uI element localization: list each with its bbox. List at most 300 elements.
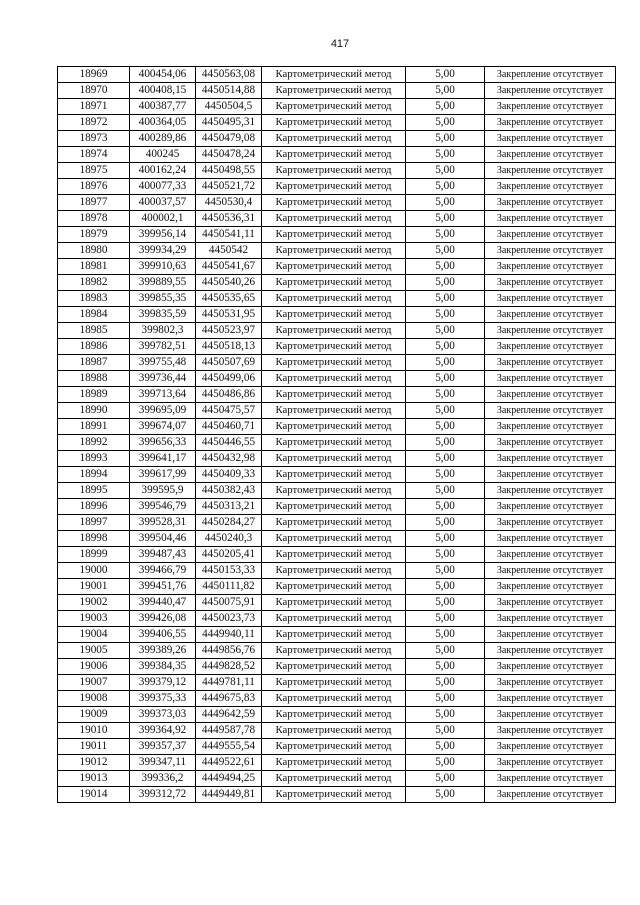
method-cell: Картометрический метод xyxy=(262,211,406,227)
point-number-cell: 19012 xyxy=(58,755,130,771)
point-number-cell: 19009 xyxy=(58,707,130,723)
accuracy-cell: 5,00 xyxy=(406,595,485,611)
accuracy-cell: 5,00 xyxy=(406,323,485,339)
fixing-status-cell: Закрепление отсутствует xyxy=(485,147,616,163)
fixing-status-cell: Закрепление отсутствует xyxy=(485,195,616,211)
method-cell: Картометрический метод xyxy=(262,387,406,403)
point-number-cell: 18986 xyxy=(58,339,130,355)
point-number-cell: 19008 xyxy=(58,691,130,707)
point-number-cell: 19001 xyxy=(58,579,130,595)
x-coordinate-cell: 399451,76 xyxy=(130,579,196,595)
y-coordinate-cell: 4450498,55 xyxy=(196,163,262,179)
table-row xyxy=(58,179,616,195)
fixing-status-cell: Закрепление отсутствует xyxy=(485,739,616,755)
accuracy-cell: 5,00 xyxy=(406,83,485,99)
table-row xyxy=(58,67,616,83)
x-coordinate-cell: 400387,77 xyxy=(130,99,196,115)
x-coordinate-cell: 399389,26 xyxy=(130,643,196,659)
fixing-status-cell: Закрепление отсутствует xyxy=(485,483,616,499)
fixing-status-cell: Закрепление отсутствует xyxy=(485,515,616,531)
method-cell: Картометрический метод xyxy=(262,291,406,307)
method-cell: Картометрический метод xyxy=(262,547,406,563)
method-cell: Картометрический метод xyxy=(262,419,406,435)
table-row xyxy=(58,243,616,259)
method-cell: Картометрический метод xyxy=(262,147,406,163)
table-row xyxy=(58,83,616,99)
table-row xyxy=(58,323,616,339)
point-number-cell: 18984 xyxy=(58,307,130,323)
method-cell: Картометрический метод xyxy=(262,355,406,371)
table-row xyxy=(58,643,616,659)
fixing-status-cell: Закрепление отсутствует xyxy=(485,611,616,627)
point-number-cell: 18998 xyxy=(58,531,130,547)
y-coordinate-cell: 4450495,31 xyxy=(196,115,262,131)
accuracy-cell: 5,00 xyxy=(406,739,485,755)
method-cell: Картометрический метод xyxy=(262,275,406,291)
table-row xyxy=(58,259,616,275)
x-coordinate-cell: 399889,55 xyxy=(130,275,196,291)
accuracy-cell: 5,00 xyxy=(406,787,485,803)
x-coordinate-cell: 400245 xyxy=(130,147,196,163)
method-cell: Картометрический метод xyxy=(262,67,406,83)
fixing-status-cell: Закрепление отсутствует xyxy=(485,595,616,611)
method-cell: Картометрический метод xyxy=(262,115,406,131)
x-coordinate-cell: 399528,31 xyxy=(130,515,196,531)
y-coordinate-cell: 4450540,26 xyxy=(196,275,262,291)
accuracy-cell: 5,00 xyxy=(406,147,485,163)
accuracy-cell: 5,00 xyxy=(406,723,485,739)
point-number-cell: 18988 xyxy=(58,371,130,387)
point-number-cell: 18979 xyxy=(58,227,130,243)
fixing-status-cell: Закрепление отсутствует xyxy=(485,627,616,643)
y-coordinate-cell: 4450541,67 xyxy=(196,259,262,275)
table-row xyxy=(58,339,616,355)
fixing-status-cell: Закрепление отсутствует xyxy=(485,291,616,307)
point-number-cell: 18977 xyxy=(58,195,130,211)
accuracy-cell: 5,00 xyxy=(406,403,485,419)
accuracy-cell: 5,00 xyxy=(406,659,485,675)
x-coordinate-cell: 399375,33 xyxy=(130,691,196,707)
method-cell: Картометрический метод xyxy=(262,531,406,547)
y-coordinate-cell: 4450475,57 xyxy=(196,403,262,419)
accuracy-cell: 5,00 xyxy=(406,579,485,595)
y-coordinate-cell: 4450535,65 xyxy=(196,291,262,307)
x-coordinate-cell: 399440,47 xyxy=(130,595,196,611)
accuracy-cell: 5,00 xyxy=(406,419,485,435)
accuracy-cell: 5,00 xyxy=(406,307,485,323)
x-coordinate-cell: 399641,17 xyxy=(130,451,196,467)
table-row xyxy=(58,307,616,323)
fixing-status-cell: Закрепление отсутствует xyxy=(485,211,616,227)
x-coordinate-cell: 399379,12 xyxy=(130,675,196,691)
table-row xyxy=(58,787,616,803)
accuracy-cell: 5,00 xyxy=(406,371,485,387)
method-cell: Картометрический метод xyxy=(262,259,406,275)
table-row xyxy=(58,499,616,515)
fixing-status-cell: Закрепление отсутствует xyxy=(485,307,616,323)
point-number-cell: 19007 xyxy=(58,675,130,691)
x-coordinate-cell: 399466,79 xyxy=(130,563,196,579)
point-number-cell: 18980 xyxy=(58,243,130,259)
x-coordinate-cell: 399504,46 xyxy=(130,531,196,547)
point-number-cell: 18972 xyxy=(58,115,130,131)
fixing-status-cell: Закрепление отсутствует xyxy=(485,67,616,83)
method-cell: Картометрический метод xyxy=(262,643,406,659)
fixing-status-cell: Закрепление отсутствует xyxy=(485,643,616,659)
y-coordinate-cell: 4449522,61 xyxy=(196,755,262,771)
point-number-cell: 18994 xyxy=(58,467,130,483)
x-coordinate-cell: 399384,35 xyxy=(130,659,196,675)
accuracy-cell: 5,00 xyxy=(406,755,485,771)
method-cell: Картометрический метод xyxy=(262,323,406,339)
accuracy-cell: 5,00 xyxy=(406,211,485,227)
method-cell: Картометрический метод xyxy=(262,339,406,355)
fixing-status-cell: Закрепление отсутствует xyxy=(485,435,616,451)
x-coordinate-cell: 399312,72 xyxy=(130,787,196,803)
fixing-status-cell: Закрепление отсутствует xyxy=(485,131,616,147)
point-number-cell: 19011 xyxy=(58,739,130,755)
y-coordinate-cell: 4449781,11 xyxy=(196,675,262,691)
x-coordinate-cell: 400002,1 xyxy=(130,211,196,227)
point-number-cell: 19014 xyxy=(58,787,130,803)
table-row xyxy=(58,595,616,611)
fixing-status-cell: Закрепление отсутствует xyxy=(485,371,616,387)
y-coordinate-cell: 4449940,11 xyxy=(196,627,262,643)
accuracy-cell: 5,00 xyxy=(406,547,485,563)
method-cell: Картометрический метод xyxy=(262,195,406,211)
accuracy-cell: 5,00 xyxy=(406,67,485,83)
point-number-cell: 19000 xyxy=(58,563,130,579)
point-number-cell: 18976 xyxy=(58,179,130,195)
accuracy-cell: 5,00 xyxy=(406,515,485,531)
y-coordinate-cell: 4450432,98 xyxy=(196,451,262,467)
accuracy-cell: 5,00 xyxy=(406,99,485,115)
accuracy-cell: 5,00 xyxy=(406,163,485,179)
table-row xyxy=(58,515,616,531)
y-coordinate-cell: 4449642,59 xyxy=(196,707,262,723)
method-cell: Картометрический метод xyxy=(262,131,406,147)
accuracy-cell: 5,00 xyxy=(406,355,485,371)
x-coordinate-cell: 399406,55 xyxy=(130,627,196,643)
y-coordinate-cell: 4450541,11 xyxy=(196,227,262,243)
table-row xyxy=(58,227,616,243)
table-row xyxy=(58,387,616,403)
x-coordinate-cell: 400037,57 xyxy=(130,195,196,211)
x-coordinate-cell: 399755,48 xyxy=(130,355,196,371)
fixing-status-cell: Закрепление отсутствует xyxy=(485,755,616,771)
point-number-cell: 19002 xyxy=(58,595,130,611)
accuracy-cell: 5,00 xyxy=(406,339,485,355)
y-coordinate-cell: 4450478,24 xyxy=(196,147,262,163)
y-coordinate-cell: 4450382,43 xyxy=(196,483,262,499)
fixing-status-cell: Закрепление отсутствует xyxy=(485,83,616,99)
y-coordinate-cell: 4450542 xyxy=(196,243,262,259)
method-cell: Картометрический метод xyxy=(262,403,406,419)
y-coordinate-cell: 4450507,69 xyxy=(196,355,262,371)
table-row xyxy=(58,563,616,579)
point-number-cell: 18974 xyxy=(58,147,130,163)
point-number-cell: 18989 xyxy=(58,387,130,403)
fixing-status-cell: Закрепление отсутствует xyxy=(485,563,616,579)
y-coordinate-cell: 4450499,06 xyxy=(196,371,262,387)
method-cell: Картометрический метод xyxy=(262,675,406,691)
fixing-status-cell: Закрепление отсутствует xyxy=(485,339,616,355)
table-row xyxy=(58,355,616,371)
method-cell: Картометрический метод xyxy=(262,451,406,467)
point-number-cell: 18982 xyxy=(58,275,130,291)
method-cell: Картометрический метод xyxy=(262,371,406,387)
point-number-cell: 18981 xyxy=(58,259,130,275)
fixing-status-cell: Закрепление отсутствует xyxy=(485,179,616,195)
x-coordinate-cell: 399855,35 xyxy=(130,291,196,307)
method-cell: Картометрический метод xyxy=(262,99,406,115)
y-coordinate-cell: 4450479,08 xyxy=(196,131,262,147)
fixing-status-cell: Закрепление отсутствует xyxy=(485,163,616,179)
accuracy-cell: 5,00 xyxy=(406,643,485,659)
y-coordinate-cell: 4450530,4 xyxy=(196,195,262,211)
point-number-cell: 18992 xyxy=(58,435,130,451)
accuracy-cell: 5,00 xyxy=(406,259,485,275)
fixing-status-cell: Закрепление отсутствует xyxy=(485,323,616,339)
accuracy-cell: 5,00 xyxy=(406,691,485,707)
accuracy-cell: 5,00 xyxy=(406,195,485,211)
fixing-status-cell: Закрепление отсутствует xyxy=(485,707,616,723)
x-coordinate-cell: 399695,09 xyxy=(130,403,196,419)
x-coordinate-cell: 399674,07 xyxy=(130,419,196,435)
method-cell: Картометрический метод xyxy=(262,483,406,499)
x-coordinate-cell: 399426,08 xyxy=(130,611,196,627)
fixing-status-cell: Закрепление отсутствует xyxy=(485,675,616,691)
accuracy-cell: 5,00 xyxy=(406,115,485,131)
accuracy-cell: 5,00 xyxy=(406,675,485,691)
point-number-cell: 19013 xyxy=(58,771,130,787)
y-coordinate-cell: 4449828,52 xyxy=(196,659,262,675)
method-cell: Картометрический метод xyxy=(262,179,406,195)
x-coordinate-cell: 399617,99 xyxy=(130,467,196,483)
table-row xyxy=(58,115,616,131)
y-coordinate-cell: 4450111,82 xyxy=(196,579,262,595)
accuracy-cell: 5,00 xyxy=(406,771,485,787)
x-coordinate-cell: 399347,11 xyxy=(130,755,196,771)
x-coordinate-cell: 399373,03 xyxy=(130,707,196,723)
fixing-status-cell: Закрепление отсутствует xyxy=(485,259,616,275)
point-number-cell: 19005 xyxy=(58,643,130,659)
x-coordinate-cell: 399782,51 xyxy=(130,339,196,355)
point-number-cell: 18983 xyxy=(58,291,130,307)
x-coordinate-cell: 399595,9 xyxy=(130,483,196,499)
y-coordinate-cell: 4450153,33 xyxy=(196,563,262,579)
point-number-cell: 18993 xyxy=(58,451,130,467)
accuracy-cell: 5,00 xyxy=(406,531,485,547)
method-cell: Картометрический метод xyxy=(262,723,406,739)
table-row xyxy=(58,483,616,499)
table-row xyxy=(58,403,616,419)
method-cell: Картометрический метод xyxy=(262,467,406,483)
y-coordinate-cell: 4450521,72 xyxy=(196,179,262,195)
point-number-cell: 19010 xyxy=(58,723,130,739)
y-coordinate-cell: 4449449,81 xyxy=(196,787,262,803)
accuracy-cell: 5,00 xyxy=(406,291,485,307)
point-number-cell: 18970 xyxy=(58,83,130,99)
accuracy-cell: 5,00 xyxy=(406,243,485,259)
table-row xyxy=(58,627,616,643)
x-coordinate-cell: 399713,64 xyxy=(130,387,196,403)
accuracy-cell: 5,00 xyxy=(406,611,485,627)
fixing-status-cell: Закрепление отсутствует xyxy=(485,499,616,515)
table-row xyxy=(58,707,616,723)
method-cell: Картометрический метод xyxy=(262,787,406,803)
y-coordinate-cell: 4450486,86 xyxy=(196,387,262,403)
y-coordinate-cell: 4450284,27 xyxy=(196,515,262,531)
x-coordinate-cell: 400408,15 xyxy=(130,83,196,99)
method-cell: Картометрический метод xyxy=(262,563,406,579)
accuracy-cell: 5,00 xyxy=(406,435,485,451)
y-coordinate-cell: 4450504,5 xyxy=(196,99,262,115)
fixing-status-cell: Закрепление отсутствует xyxy=(485,451,616,467)
accuracy-cell: 5,00 xyxy=(406,483,485,499)
x-coordinate-cell: 399364,92 xyxy=(130,723,196,739)
fixing-status-cell: Закрепление отсутствует xyxy=(485,547,616,563)
fixing-status-cell: Закрепление отсутствует xyxy=(485,403,616,419)
method-cell: Картометрический метод xyxy=(262,499,406,515)
y-coordinate-cell: 4449675,83 xyxy=(196,691,262,707)
method-cell: Картометрический метод xyxy=(262,611,406,627)
table-row xyxy=(58,675,616,691)
fixing-status-cell: Закрепление отсутствует xyxy=(485,467,616,483)
table-row xyxy=(58,371,616,387)
table-row xyxy=(58,691,616,707)
table-row xyxy=(58,531,616,547)
point-number-cell: 18987 xyxy=(58,355,130,371)
point-number-cell: 18973 xyxy=(58,131,130,147)
table-row xyxy=(58,755,616,771)
accuracy-cell: 5,00 xyxy=(406,131,485,147)
y-coordinate-cell: 4450563,08 xyxy=(196,67,262,83)
method-cell: Картометрический метод xyxy=(262,739,406,755)
point-number-cell: 19003 xyxy=(58,611,130,627)
accuracy-cell: 5,00 xyxy=(406,451,485,467)
point-number-cell: 18975 xyxy=(58,163,130,179)
x-coordinate-cell: 400289,86 xyxy=(130,131,196,147)
point-number-cell: 18971 xyxy=(58,99,130,115)
method-cell: Картометрический метод xyxy=(262,707,406,723)
y-coordinate-cell: 4450240,3 xyxy=(196,531,262,547)
point-number-cell: 18978 xyxy=(58,211,130,227)
method-cell: Картометрический метод xyxy=(262,755,406,771)
point-number-cell: 18991 xyxy=(58,419,130,435)
y-coordinate-cell: 4449587,78 xyxy=(196,723,262,739)
point-number-cell: 18999 xyxy=(58,547,130,563)
x-coordinate-cell: 399956,14 xyxy=(130,227,196,243)
fixing-status-cell: Закрепление отсутствует xyxy=(485,771,616,787)
x-coordinate-cell: 399656,33 xyxy=(130,435,196,451)
accuracy-cell: 5,00 xyxy=(406,707,485,723)
method-cell: Картометрический метод xyxy=(262,627,406,643)
fixing-status-cell: Закрепление отсутствует xyxy=(485,227,616,243)
method-cell: Картометрический метод xyxy=(262,771,406,787)
point-number-cell: 18990 xyxy=(58,403,130,419)
y-coordinate-cell: 4449494,25 xyxy=(196,771,262,787)
method-cell: Картометрический метод xyxy=(262,243,406,259)
method-cell: Картометрический метод xyxy=(262,435,406,451)
method-cell: Картометрический метод xyxy=(262,515,406,531)
point-number-cell: 18985 xyxy=(58,323,130,339)
fixing-status-cell: Закрепление отсутствует xyxy=(485,419,616,435)
fixing-status-cell: Закрепление отсутствует xyxy=(485,387,616,403)
method-cell: Картометрический метод xyxy=(262,163,406,179)
table-row xyxy=(58,771,616,787)
point-number-cell: 18995 xyxy=(58,483,130,499)
x-coordinate-cell: 399546,79 xyxy=(130,499,196,515)
table-row xyxy=(58,275,616,291)
x-coordinate-cell: 399357,37 xyxy=(130,739,196,755)
y-coordinate-cell: 4450518,13 xyxy=(196,339,262,355)
table-row xyxy=(58,419,616,435)
table-row xyxy=(58,467,616,483)
point-number-cell: 18996 xyxy=(58,499,130,515)
y-coordinate-cell: 4449555,54 xyxy=(196,739,262,755)
x-coordinate-cell: 399736,44 xyxy=(130,371,196,387)
point-number-cell: 18969 xyxy=(58,67,130,83)
fixing-status-cell: Закрепление отсутствует xyxy=(485,531,616,547)
fixing-status-cell: Закрепление отсутствует xyxy=(485,115,616,131)
fixing-status-cell: Закрепление отсутствует xyxy=(485,787,616,803)
method-cell: Картометрический метод xyxy=(262,691,406,707)
accuracy-cell: 5,00 xyxy=(406,563,485,579)
x-coordinate-cell: 399802,3 xyxy=(130,323,196,339)
table-row xyxy=(58,211,616,227)
accuracy-cell: 5,00 xyxy=(406,627,485,643)
table-row xyxy=(58,131,616,147)
method-cell: Картометрический метод xyxy=(262,227,406,243)
table-row xyxy=(58,163,616,179)
accuracy-cell: 5,00 xyxy=(406,275,485,291)
accuracy-cell: 5,00 xyxy=(406,387,485,403)
x-coordinate-cell: 399487,43 xyxy=(130,547,196,563)
y-coordinate-cell: 4450460,71 xyxy=(196,419,262,435)
method-cell: Картометрический метод xyxy=(262,659,406,675)
x-coordinate-cell: 400162,24 xyxy=(130,163,196,179)
y-coordinate-cell: 4450205,41 xyxy=(196,547,262,563)
fixing-status-cell: Закрепление отсутствует xyxy=(485,355,616,371)
accuracy-cell: 5,00 xyxy=(406,499,485,515)
fixing-status-cell: Закрепление отсутствует xyxy=(485,691,616,707)
table-row xyxy=(58,739,616,755)
accuracy-cell: 5,00 xyxy=(406,227,485,243)
table-row xyxy=(58,435,616,451)
y-coordinate-cell: 4450409,33 xyxy=(196,467,262,483)
y-coordinate-cell: 4450023,73 xyxy=(196,611,262,627)
y-coordinate-cell: 4450075,91 xyxy=(196,595,262,611)
table-row xyxy=(58,99,616,115)
method-cell: Картометрический метод xyxy=(262,595,406,611)
accuracy-cell: 5,00 xyxy=(406,467,485,483)
x-coordinate-cell: 399910,63 xyxy=(130,259,196,275)
x-coordinate-cell: 400454,06 xyxy=(130,67,196,83)
table-row xyxy=(58,579,616,595)
x-coordinate-cell: 400364,05 xyxy=(130,115,196,131)
table-row xyxy=(58,195,616,211)
table-row xyxy=(58,547,616,563)
x-coordinate-cell: 400077,33 xyxy=(130,179,196,195)
table-row xyxy=(58,291,616,307)
y-coordinate-cell: 4450536,31 xyxy=(196,211,262,227)
fixing-status-cell: Закрепление отсутствует xyxy=(485,275,616,291)
fixing-status-cell: Закрепление отсутствует xyxy=(485,99,616,115)
fixing-status-cell: Закрепление отсутствует xyxy=(485,659,616,675)
point-number-cell: 19006 xyxy=(58,659,130,675)
x-coordinate-cell: 399934,29 xyxy=(130,243,196,259)
